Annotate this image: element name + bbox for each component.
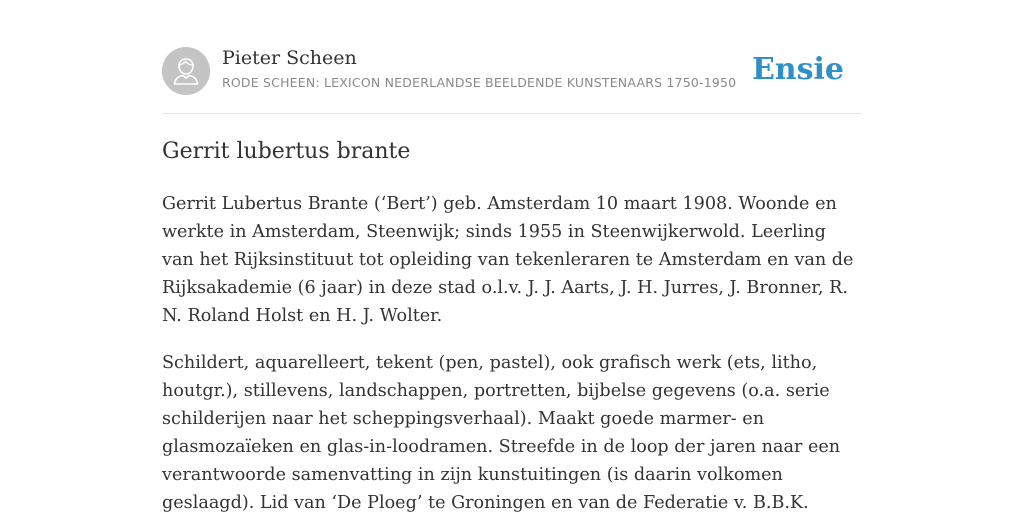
author-name[interactable]: Pieter Scheen <box>222 47 357 69</box>
article-title: Gerrit lubertus brante <box>162 139 411 164</box>
article-header <box>162 46 862 96</box>
header-divider <box>162 113 862 114</box>
article-paragraph-1: Gerrit Lubertus Brante (‘Bert’) geb. Amsterdam 10 maart 1908. Woonde en werkte in Amsterdam, Steenwijk; sinds 1955 in Steenwijkerwold. Leerling van het Rijksinstituut tot opleiding van tekenleraren te Amsterdam en van de Rijksakademie (6 jaar) in deze stad o.l.v. J. J. Aarts, J. H. Jurres, J. Bronner, R. N. Roland Holst en H. J. Wolter. <box>162 194 854 326</box>
ensie-logo[interactable]: Ensie <box>751 52 844 87</box>
source-label[interactable]: RODE SCHEEN: LEXICON NEDERLANDSE BEELDENDE KUNSTENAARS 1750-1950 <box>222 75 737 90</box>
user-avatar-icon[interactable] <box>162 47 210 95</box>
article-paragraph-2: Schildert, aquarelleert, tekent (pen, pastel), ook grafisch werk (ets, litho, houtgr.), stillevens, landschappen, portretten, bijbelse gegevens (o.a. serie schilderijen naar het scheppingsverhaal). Maakt goede marmer- en glasmozaïeken en glas-in-loodramen. Streefde in de loop der jaren naar een verantwoorde samenvatting in zijn kunstuitingen (is daarin volkomen geslaagd). Lid van ‘De Ploeg’ te Groningen en van de Federatie v. B.B.K. <box>162 353 841 512</box>
